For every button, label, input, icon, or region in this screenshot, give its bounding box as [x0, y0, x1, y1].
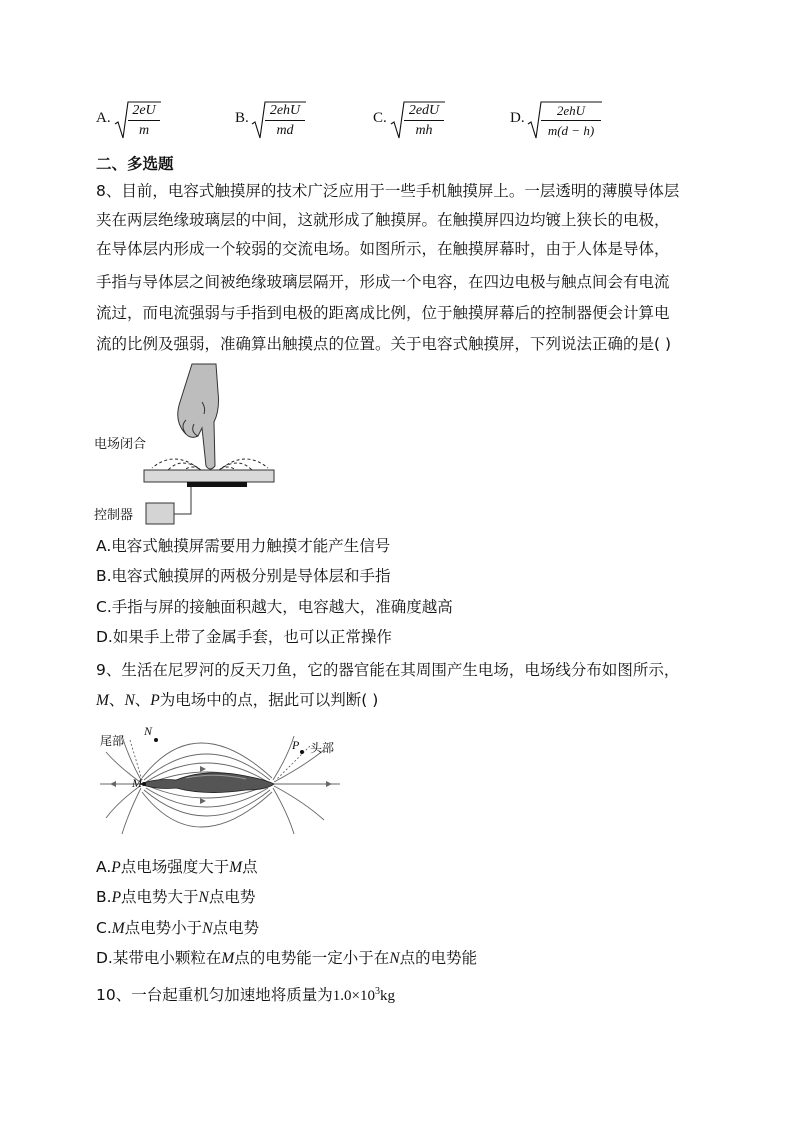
q9-option-d: D.某带电小颗粒在M点的电势能一定小于在N点的电势能 — [96, 949, 478, 967]
q7-option-c-label: C. — [373, 110, 387, 126]
q8-text-line: 手指与导体层之间被绝缘玻璃层隔开，形成一个电容，在四边电极与触点间会有电流 — [96, 273, 670, 291]
q7-option-b-label: B. — [235, 110, 249, 126]
fish-field-figure — [96, 722, 346, 846]
touchscreen-figure — [94, 362, 294, 532]
point-m-label: M — [132, 776, 142, 790]
point-p — [300, 750, 304, 754]
head-label: 头部 — [310, 741, 335, 755]
q8-text-line: 流过，而电流强弱与手指到电极的距离成比例，位于触摸屏幕后的控制器便会计算电 — [96, 304, 670, 322]
q8-text-line: 夹在两层绝缘玻璃层的中间，这就形成了触摸屏。在触摸屏四边均镀上狭长的电极， — [96, 211, 670, 229]
q7-option-d-label: D. — [510, 110, 525, 126]
q8-option-a: A.电容式触摸屏需要用力触摸才能产生信号 — [96, 537, 391, 555]
hand-illustration — [178, 364, 219, 469]
glass-plate — [144, 470, 274, 482]
q7-option-a-label: A. — [96, 110, 111, 126]
point-n — [154, 738, 158, 742]
q9-option-a: A.P点电场强度大于M点 — [96, 858, 258, 876]
point-m — [142, 782, 146, 786]
q7-option-c-fraction: 2edU mh — [404, 102, 444, 139]
point-p-label: P — [292, 738, 300, 752]
q9-text-line: 9、生活在尼罗河的反天刀鱼，它的器官能在其周围产生电场，电场线分布如图所示， — [96, 661, 680, 679]
q7-option-b-fraction: 2ehU md — [265, 102, 305, 139]
q8-option-c: C.手指与屏的接触面积越大，电容越大，准确度越高 — [96, 598, 453, 616]
q7-option-d-fraction: 2ehU m(d − h) — [541, 102, 601, 139]
q8-option-b: B.电容式触摸屏的两极分别是导体层和手指 — [96, 567, 391, 585]
q9-option-c: C.M点电势小于N点电势 — [96, 919, 260, 937]
q8-text-line: 流的比例及强弱，准确算出触摸点的位置。关于电容式触摸屏，下列说法正确的是( ) — [96, 335, 672, 353]
field-closed-label: 电场闭合 — [94, 437, 147, 452]
q8-text-line: 在导体层内形成一个较弱的交流电场。如图所示，在触摸屏幕时，由于人体是导体， — [96, 240, 670, 258]
section-heading: 二、多选题 — [96, 155, 174, 173]
q8-text-line: 8、目前，电容式触摸屏的技术广泛应用于一些手机触摸屏上。一层透明的薄膜导体层 — [96, 182, 680, 200]
conductor-layer — [187, 482, 247, 487]
tail-label: 尾部 — [100, 734, 125, 748]
question-10: 10、一台起重机匀加速地将质量为$1.0\times 10^3kg$ — [96, 986, 395, 1005]
q8-option-d: D.如果手上带了金属手套，也可以正常操作 — [96, 628, 392, 646]
point-n-label: N — [144, 724, 153, 738]
q9-text-line-2: M、N、P为电场中的点，据此可以判断( ) — [96, 691, 379, 709]
controller-label: 控制器 — [94, 508, 134, 523]
q9-option-b: B.P点电势大于N点电势 — [96, 888, 256, 906]
q7-option-a-fraction: 2eU m — [128, 102, 160, 139]
controller-box — [146, 503, 174, 524]
